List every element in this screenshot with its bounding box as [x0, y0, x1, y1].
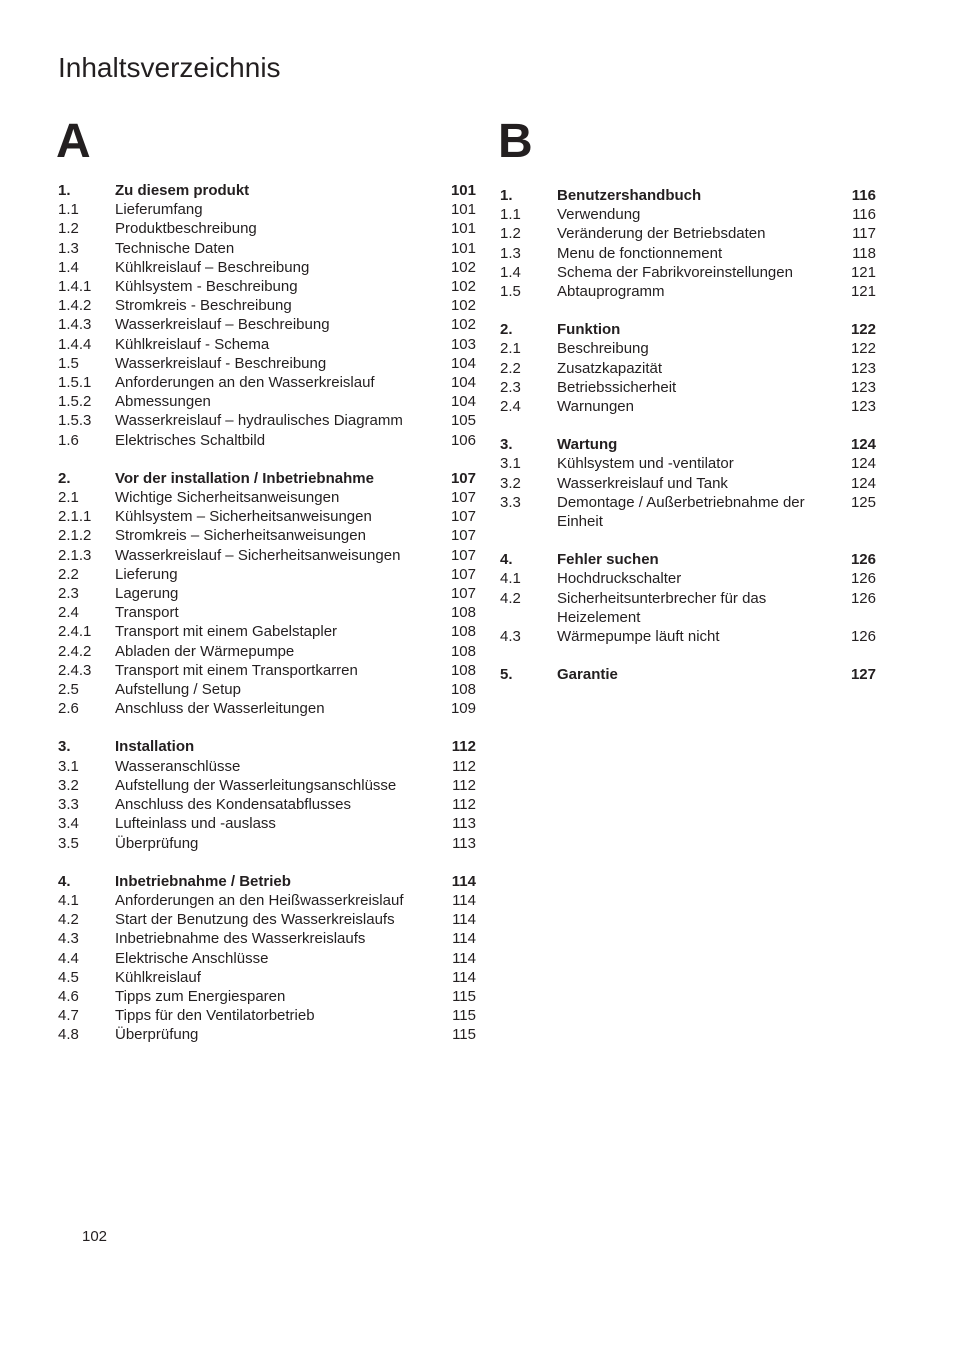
toc-entry [58, 929, 476, 948]
toc-entry-number: 2. [500, 321, 513, 339]
toc-entry-page: 108 [450, 681, 476, 699]
toc-group [58, 737, 476, 852]
toc-entry-page: 108 [450, 623, 476, 641]
toc-entry [58, 507, 476, 526]
toc-entry-number: 1.5.1 [58, 374, 92, 392]
toc-entry [58, 776, 476, 795]
toc-entry-number: 4.3 [500, 628, 521, 646]
toc-entry [58, 910, 476, 929]
toc-chapter-heading [58, 737, 476, 756]
toc-entry-page: 112 [452, 776, 476, 794]
toc-entry-title: Zusatzkapazität [557, 359, 663, 377]
toc-entry-title: Veränderung der Betriebsdaten [557, 225, 766, 243]
toc-chapter-heading [58, 872, 476, 891]
toc-entry-number: 2.5 [58, 681, 79, 699]
toc-entry [500, 263, 876, 282]
toc-group [58, 181, 476, 450]
toc-entry-page: 123 [850, 359, 876, 377]
toc-entry-title: Überprüfung [115, 1026, 199, 1044]
toc-group [500, 665, 876, 684]
toc-entry-title: Wasserkreislauf - Beschreibung [115, 354, 327, 372]
toc-entry-number: 3.5 [58, 834, 79, 852]
toc-entry-page: 121 [850, 263, 876, 281]
toc-entry-number: 2.3 [500, 378, 521, 396]
toc-entry-page: 102 [450, 278, 476, 296]
toc-entry-page: 126 [850, 551, 876, 569]
toc-entry-number: 1. [500, 187, 513, 204]
toc-entry-page: 101 [450, 201, 476, 219]
toc-entry-number: 1.6 [58, 431, 79, 449]
toc-entry-title: Betriebssicherheit [557, 378, 677, 396]
toc-chapter-heading [58, 469, 476, 488]
toc-entry [58, 546, 476, 565]
toc-entry-number: 4.5 [58, 968, 79, 986]
toc-entry-title: Kühlkreislauf – Beschreibung [115, 258, 310, 276]
toc-entry-page: 122 [850, 321, 876, 339]
toc-entry-page: 123 [850, 378, 876, 396]
toc-entry-number: 4.1 [500, 570, 521, 588]
toc-entry-number: 1.1 [58, 201, 79, 219]
toc-entry-title: Wasserkreislauf – Beschreibung [115, 316, 330, 334]
toc-entry-number: 1.4.1 [58, 278, 92, 296]
toc-entry-page: 102 [450, 297, 476, 315]
toc-entry-page: 104 [450, 374, 476, 392]
toc-entry-page: 108 [450, 642, 476, 660]
toc-entry [500, 282, 876, 301]
toc-entry-title: Vor der installation / Inbetriebnahme [115, 469, 374, 487]
toc-entry [500, 569, 876, 588]
toc-entry-title: Installation [115, 738, 195, 756]
toc-entry-number: 1. [58, 182, 71, 199]
toc-entry-title: Kühlsystem und -ventilator [557, 455, 734, 473]
toc-entry [58, 526, 476, 545]
toc-entry-page: 102 [450, 258, 476, 276]
toc-entry [58, 296, 476, 315]
toc-entry-title: Beschreibung [557, 340, 649, 358]
toc-entry [500, 339, 876, 358]
toc-entry [58, 795, 476, 814]
toc-entry [58, 565, 476, 584]
toc-entry-title: Lieferung [115, 565, 178, 583]
toc-entry-title: Wichtige Sicherheitsanweisungen [115, 489, 340, 507]
toc-entry-number: 2.2 [500, 359, 521, 377]
toc-entry-title: Technische Daten [115, 239, 235, 257]
toc-entry-page: 117 [852, 225, 876, 243]
toc-entry-title: Fehler suchen [557, 551, 659, 569]
toc-entry-title: Anschluss der Wasserleitungen [115, 700, 325, 718]
toc-entry-title: Abladen der Wärmepumpe [115, 642, 295, 660]
page-number: 102 [82, 1228, 108, 1245]
toc-entry-page: 107 [450, 546, 476, 564]
toc-entry-page: 115 [452, 987, 476, 1005]
toc-entry-number: 1.2 [58, 220, 79, 238]
toc-entry-number: 1.4.2 [58, 297, 92, 315]
toc-entry-page: 104 [450, 393, 476, 411]
toc-entry-title: Transport mit einem Gabelstapler [115, 623, 338, 641]
toc-entry-number: 5. [500, 666, 513, 684]
toc-entry-page: 107 [450, 469, 476, 487]
toc-entry-page: 107 [450, 508, 476, 526]
toc-entry [58, 488, 476, 507]
section-letter-a: A [56, 115, 91, 168]
toc-entry [500, 454, 876, 473]
toc-entry-number: 4.6 [58, 987, 79, 1005]
toc-entry-page: 114 [451, 872, 476, 890]
toc-entry-title: Transport [115, 604, 179, 622]
toc-entry-title: Start der Benutzung des Wasserkreislaufs [115, 911, 395, 929]
toc-entry [58, 680, 476, 699]
toc-entry [500, 627, 876, 646]
toc-entry-title: Funktion [557, 321, 621, 339]
toc-entry [58, 814, 476, 833]
toc-entry [58, 603, 476, 622]
toc-entry-number: 2.1.3 [58, 546, 92, 564]
toc-entry [500, 378, 876, 397]
toc-entry-page: 118 [852, 244, 876, 262]
toc-entry [500, 359, 876, 378]
toc-entry-number: 3. [500, 436, 513, 454]
toc-entry-title: Anforderungen an den Wasserkreislauf [115, 374, 375, 392]
toc-entry-page: 108 [450, 661, 476, 679]
toc-entry-page: 124 [850, 436, 876, 454]
toc-group [500, 435, 876, 531]
toc-entry-number: 1.5 [500, 283, 521, 301]
toc-entry-page: 102 [450, 316, 476, 334]
toc-entry [500, 205, 876, 224]
toc-entry [500, 493, 876, 531]
toc-entry-page: 115 [452, 1026, 476, 1044]
toc-column-b [500, 186, 876, 703]
toc-entry-number: 4.7 [58, 1007, 79, 1025]
toc-entry-number: 4.1 [58, 891, 79, 909]
toc-entry-number: 4.8 [58, 1026, 79, 1044]
toc-chapter-heading [500, 186, 876, 205]
toc-entry-page: 101 [450, 239, 476, 257]
toc-entry-title: Elektrische Anschlüsse [115, 949, 269, 967]
toc-entry-number: 1.4 [500, 263, 521, 281]
toc-entry-title: Anforderungen an den Heißwasserkreislauf [115, 891, 404, 909]
toc-entry-title: Lagerung [115, 585, 179, 603]
toc-entry-page: 107 [450, 527, 476, 545]
toc-entry-number: 3. [58, 738, 71, 756]
toc-entry-page: 115 [452, 1007, 476, 1025]
toc-entry-page: 112 [452, 796, 476, 814]
toc-entry-number: 2.4 [58, 604, 79, 622]
toc-entry [58, 968, 476, 987]
toc-entry-page: 107 [450, 565, 476, 583]
toc-group [500, 186, 876, 301]
toc-entry-page: 107 [450, 489, 476, 507]
toc-entry [58, 661, 476, 680]
toc-entry-number: 4.2 [500, 589, 521, 607]
toc-entry [58, 642, 476, 661]
toc-entry-title: Menu de fonctionnement [557, 244, 723, 262]
toc-entry [500, 589, 876, 627]
toc-entry-title: Kühlsystem - Beschreibung [115, 278, 298, 296]
toc-entry [58, 834, 476, 853]
toc-entry [58, 699, 476, 718]
toc-entry-number: 3.3 [500, 493, 521, 511]
toc-entry-title: Anschluss des Kondensatabflusses [115, 796, 351, 814]
toc-entry-page: 116 [852, 206, 876, 224]
toc-entry-number: 1.4 [58, 258, 79, 276]
toc-entry-page: 126 [850, 589, 876, 607]
page-title: Inhaltsverzeichnis [58, 52, 281, 83]
toc-entry-number: 4. [58, 872, 71, 890]
toc-entry-page: 106 [450, 431, 476, 449]
toc-entry [58, 239, 476, 258]
toc-entry-page: 101 [450, 220, 476, 238]
toc-entry-page: 121 [850, 283, 876, 301]
toc-entry-page: 104 [450, 354, 476, 372]
toc-entry-number: 2.1 [58, 489, 79, 507]
toc-entry-number: 2.4.1 [58, 623, 92, 641]
toc-group [500, 550, 876, 646]
toc-entry-page: 109 [450, 700, 476, 718]
toc-entry-title: Wasserkreislauf – hydraulisches Diagramm [115, 412, 403, 430]
toc-entry-title: Lieferumfang [115, 201, 203, 219]
toc-entry-number: 4. [500, 551, 513, 569]
section-letter-b: B [498, 115, 533, 168]
toc-chapter-heading [500, 665, 876, 684]
toc-entry [58, 335, 476, 354]
toc-entry-title: Elektrisches Schaltbild [115, 431, 266, 449]
toc-entry-number: 1.4.3 [58, 316, 92, 334]
toc-entry-title: Schema der Fabrikvoreinstellungen [557, 263, 793, 281]
toc-entry-number: 3.4 [58, 815, 79, 833]
toc-group [58, 469, 476, 719]
toc-entry-title: Abtauprogramm [557, 283, 665, 301]
toc-entry [58, 373, 476, 392]
toc-entry-title: Verwendung [557, 206, 641, 224]
toc-entry-page: 113 [452, 815, 476, 833]
toc-entry-page: 112 [451, 738, 476, 756]
toc-entry [58, 949, 476, 968]
toc-entry-title: Garantie [557, 666, 618, 684]
toc-entry [58, 1006, 476, 1025]
toc-entry-number: 1.3 [500, 244, 521, 262]
toc-entry [58, 277, 476, 296]
toc-entry-title: Demontage / Außerbetriebnahme der Einheit [557, 493, 805, 531]
toc-entry-number: 2.4 [500, 398, 521, 416]
toc-entry [500, 224, 876, 243]
toc-entry [58, 987, 476, 1006]
toc-entry-page: 105 [450, 412, 476, 430]
toc-entry-page: 126 [850, 628, 876, 646]
toc-entry-number: 2.6 [58, 700, 79, 718]
toc-entry [58, 584, 476, 603]
toc-entry [58, 431, 476, 450]
toc-entry-page: 124 [850, 455, 876, 473]
toc-entry-number: 3.2 [500, 474, 521, 492]
toc-entry-number: 2.4.2 [58, 642, 92, 660]
toc-entry-title: Abmessungen [115, 393, 211, 411]
toc-entry-page: 113 [452, 834, 476, 852]
toc-entry-title: Tipps zum Energiesparen [115, 987, 286, 1005]
toc-entry-title: Wasseranschlüsse [115, 757, 241, 775]
toc-entry-title: Zu diesem produkt [115, 182, 250, 199]
toc-chapter-heading [58, 181, 476, 200]
toc-entry-page: 127 [850, 666, 876, 684]
toc-entry-page: 114 [452, 930, 476, 948]
toc-entry [500, 474, 876, 493]
toc-entry-title: Wärmepumpe läuft nicht [557, 628, 720, 646]
toc-entry-page: 112 [452, 757, 476, 775]
toc-group [58, 872, 476, 1045]
toc-entry-number: 1.3 [58, 239, 79, 257]
toc-entry-page: 114 [452, 968, 476, 986]
toc-entry [58, 411, 476, 430]
toc-entry-title: Sicherheitsunterbrecher für das Heizelement [557, 589, 767, 626]
toc-entry-number: 2. [58, 469, 71, 487]
toc-entry-number: 2.1.2 [58, 527, 92, 545]
toc-entry-title: Kühlkreislauf - Schema [115, 335, 270, 353]
toc-entry-page: 107 [450, 585, 476, 603]
toc-entry [58, 354, 476, 373]
toc-column-a [58, 181, 476, 1064]
toc-entry-page: 114 [452, 949, 476, 967]
toc-entry [58, 891, 476, 910]
toc-entry-title: Produktbeschreibung [115, 220, 257, 238]
toc-entry [58, 392, 476, 411]
toc-entry-number: 1.4.4 [58, 335, 92, 353]
toc-entry-number: 1.5.3 [58, 412, 92, 430]
toc-entry-title: Inbetriebnahme / Betrieb [115, 872, 291, 890]
toc-entry-title: Aufstellung / Setup [115, 681, 241, 699]
toc-entry-number: 3.1 [58, 757, 79, 775]
toc-entry-page: 124 [850, 474, 876, 492]
toc-entry-title: Stromkreis – Sicherheitsanweisungen [115, 527, 366, 545]
toc-entry-number: 2.4.3 [58, 661, 92, 679]
toc-entry-title: Lufteinlass und -auslass [115, 815, 276, 833]
toc-entry-number: 3.3 [58, 796, 79, 814]
toc-group [500, 320, 876, 416]
toc-entry [58, 622, 476, 641]
toc-entry-title: Wasserkreislauf – Sicherheitsanweisungen [115, 546, 401, 564]
toc-entry-page: 114 [452, 891, 476, 909]
toc-entry-title: Benutzershandbuch [557, 187, 702, 204]
toc-entry-title: Kühlkreislauf [115, 968, 201, 986]
toc-entry-title: Hochdruckschalter [557, 570, 682, 588]
toc-entry-number: 2.2 [58, 565, 79, 583]
toc-entry-number: 1.5.2 [58, 393, 92, 411]
toc-entry-number: 2.1.1 [58, 508, 92, 526]
toc-entry-page: 108 [450, 604, 476, 622]
toc-entry-title: Stromkreis - Beschreibung [115, 297, 292, 315]
toc-entry-page: 125 [850, 493, 876, 511]
toc-entry-number: 1.2 [500, 225, 521, 243]
toc-entry [58, 757, 476, 776]
toc-entry-number: 3.2 [58, 776, 79, 794]
toc-entry-title: Kühlsystem – Sicherheitsanweisungen [115, 508, 372, 526]
toc-entry [500, 244, 876, 263]
toc-entry-title: Inbetriebnahme des Wasserkreislaufs [115, 930, 366, 948]
toc-entry-page: 116 [851, 187, 876, 204]
toc-entry-number: 1.1 [500, 206, 521, 224]
toc-entry-title: Warnungen [557, 398, 634, 416]
toc-entry [58, 258, 476, 277]
toc-entry-title: Transport mit einem Transportkarren [115, 661, 358, 679]
toc-entry-page: 123 [850, 398, 876, 416]
toc-entry-number: 1.5 [58, 354, 79, 372]
toc-entry-title: Wasserkreislauf und Tank [557, 474, 728, 492]
toc-entry-number: 4.2 [58, 911, 79, 929]
toc-entry-title: Tipps für den Ventilatorbetrieb [115, 1007, 315, 1025]
toc-chapter-heading [500, 435, 876, 454]
toc-entry-number: 4.3 [58, 930, 79, 948]
toc-entry-title: Wartung [557, 436, 618, 454]
toc-entry-page: 101 [450, 182, 476, 199]
toc-entry-number: 2.3 [58, 585, 79, 603]
toc-entry-page: 114 [452, 911, 476, 929]
toc-entry-page: 126 [850, 570, 876, 588]
toc-chapter-heading [500, 320, 876, 339]
toc-entry-number: 3.1 [500, 455, 521, 473]
toc-entry-number: 4.4 [58, 949, 79, 967]
toc-entry [58, 219, 476, 238]
toc-entry-number: 2.1 [500, 340, 521, 358]
toc-entry [58, 315, 476, 334]
toc-entry-page: 122 [850, 340, 876, 358]
toc-entry [500, 397, 876, 416]
toc-chapter-heading [500, 550, 876, 569]
toc-entry [58, 1025, 476, 1044]
toc-entry-title: Überprüfung [115, 834, 199, 852]
toc-entry [58, 200, 476, 219]
toc-entry-title: Aufstellung der Wasserleitungsanschlüsse [115, 776, 397, 794]
toc-entry-page: 103 [450, 335, 476, 353]
